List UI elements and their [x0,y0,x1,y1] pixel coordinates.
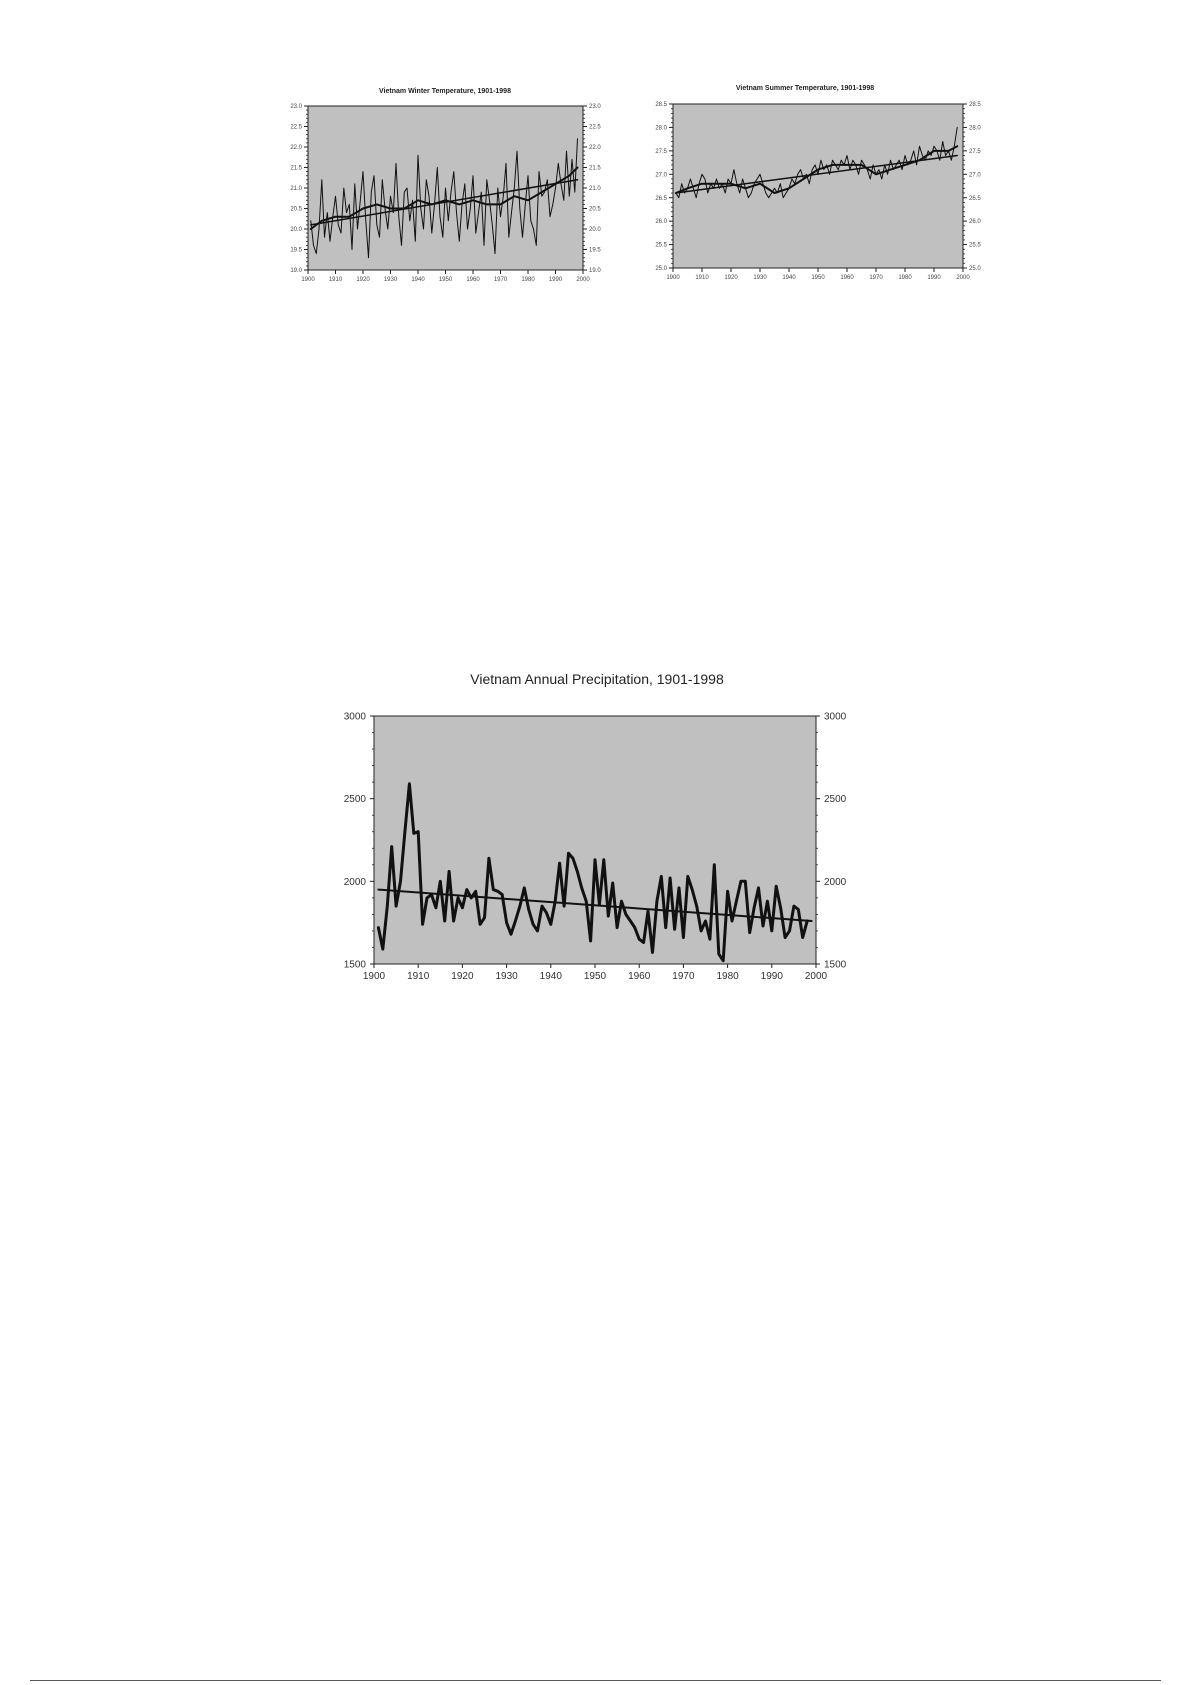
y-tick-label-right: 22.5 [589,124,601,131]
x-tick-label: 1930 [753,275,767,281]
chart-title: Vietnam Summer Temperature, 1901-1998 [735,85,875,92]
x-tick-label: 1900 [666,275,680,281]
y-tick-label-right: 27.5 [969,148,981,155]
y-tick-label-right: 19.0 [589,268,601,275]
y-tick-label-left: 28.5 [655,102,667,109]
x-tick-label: 1920 [356,277,370,283]
y-tick-label-left: 19.0 [290,268,302,275]
y-tick-label-left: 27.0 [655,172,667,179]
y-tick-label-left: 22.0 [290,145,302,152]
x-tick-label: 1920 [451,971,474,982]
x-tick-label: 1900 [301,277,315,283]
y-tick-label-left: 22.5 [290,124,302,131]
y-tick-label-right: 20.0 [589,227,601,234]
x-tick-label: 1980 [716,971,739,982]
y-tick-label-left: 1500 [343,959,366,971]
summer-temperature-chart [655,85,981,281]
x-tick-label: 1910 [407,971,430,982]
y-axis-left [290,104,308,274]
x-tick-label: 1990 [760,971,783,982]
y-tick-label-right: 2000 [824,876,847,888]
x-tick-label: 1970 [493,277,508,283]
y-tick-label-left: 21.0 [290,186,302,193]
x-tick-label: 1920 [724,275,738,281]
page-bottom-rule [30,1680,1161,1685]
y-tick-label-right: 28.0 [969,125,981,132]
x-tick-label: 1950 [438,277,453,283]
y-tick-label-left: 25.5 [655,242,667,249]
winter-temperature-chart [290,88,601,283]
chart-title: Vietnam Annual Precipitation, 1901-1998 [470,671,724,687]
y-tick-label-right: 3000 [824,711,847,723]
y-tick-label-left: 27.5 [655,148,667,155]
y-tick-label-right: 2500 [824,794,847,806]
y-tick-label-left: 23.0 [290,104,302,111]
x-tick-label: 1910 [695,275,709,281]
x-tick-label: 1930 [495,971,518,982]
y-tick-label-right: 23.0 [589,104,601,111]
x-axis [363,964,828,982]
y-tick-label-left: 26.5 [655,195,667,202]
y-axis-right [816,712,847,971]
x-axis [301,270,590,283]
y-tick-label-left: 21.5 [290,165,302,172]
x-tick-label: 1930 [383,277,398,283]
y-tick-label-left: 20.0 [290,227,302,234]
x-tick-label: 1980 [898,275,912,281]
x-tick-label: 1910 [328,277,343,283]
y-tick-label-right: 26.0 [969,219,981,226]
x-axis [666,268,970,281]
y-axis-right [963,102,981,272]
y-tick-label-right: 22.0 [589,145,601,152]
y-tick-label-right: 19.5 [589,247,601,254]
x-tick-label: 1980 [521,277,535,283]
x-tick-label: 1960 [628,971,651,982]
x-tick-label: 1970 [869,275,883,281]
y-tick-label-right: 27.0 [969,172,981,179]
y-tick-label-right: 1500 [824,959,847,971]
y-tick-label-right: 26.5 [969,195,981,202]
x-tick-label: 2000 [804,971,828,982]
precipitation-chart [344,671,847,982]
y-tick-label-left: 20.5 [290,206,302,213]
y-tick-label-right: 28.5 [969,102,981,109]
x-tick-label: 1940 [539,971,562,982]
chart-title: Vietnam Winter Temperature, 1901-1998 [379,88,511,95]
y-tick-label-left: 26.0 [655,219,667,226]
y-tick-label-right: 25.5 [969,242,981,249]
y-tick-label-right: 21.0 [589,186,601,193]
x-tick-label: 2000 [576,277,590,283]
y-tick-label-left: 2000 [343,876,366,888]
x-tick-label: 1960 [840,275,854,281]
y-axis-left [655,102,673,272]
x-tick-label: 1950 [811,275,825,281]
x-tick-label: 1950 [583,971,607,982]
x-tick-label: 1940 [411,277,425,283]
x-tick-label: 1990 [927,275,941,281]
y-tick-label-left: 25.0 [655,266,667,273]
y-tick-label-left: 2500 [343,794,366,806]
plot-area [673,104,963,268]
x-tick-label: 1900 [362,971,386,982]
y-tick-label-right: 25.0 [969,266,981,273]
y-tick-label-left: 28.0 [655,125,667,132]
x-tick-label: 1970 [672,971,695,982]
x-tick-label: 1940 [782,275,796,281]
x-tick-label: 1990 [548,277,563,283]
y-tick-label-right: 21.5 [589,165,601,172]
y-tick-label-left: 3000 [343,711,366,723]
y-tick-label-right: 20.5 [589,206,601,213]
y-tick-label-left: 19.5 [290,247,302,254]
x-tick-label: 2000 [956,275,970,281]
x-tick-label: 1960 [466,277,480,283]
y-axis-right [583,104,601,274]
y-axis-left [344,712,374,971]
